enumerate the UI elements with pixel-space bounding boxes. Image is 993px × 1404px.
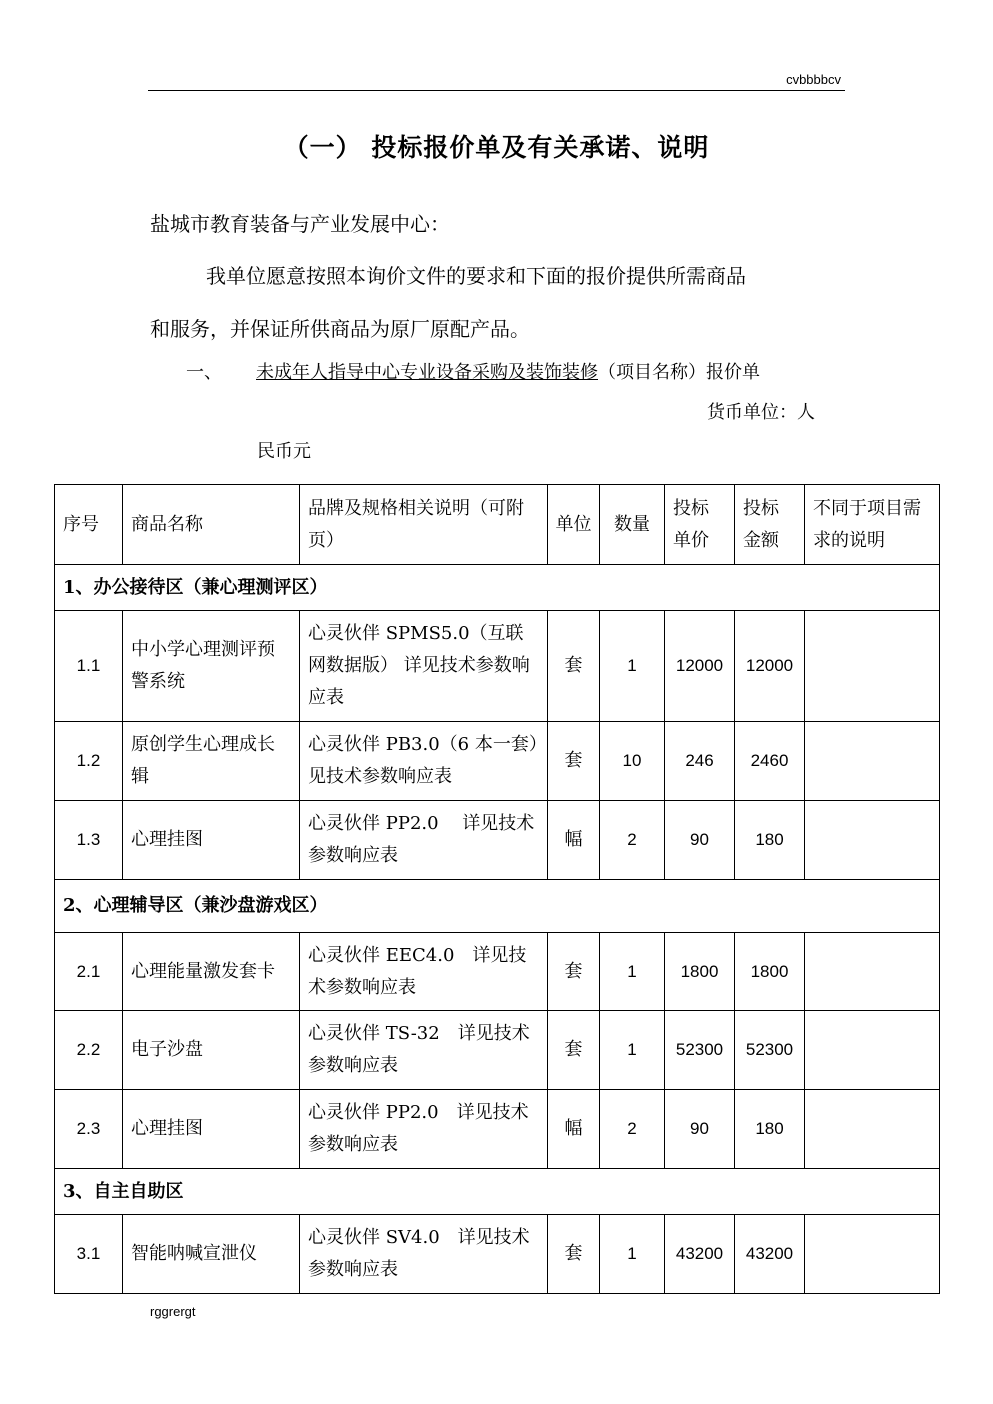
table-header-row — [55, 485, 940, 565]
row-no: 3.1 — [55, 1215, 123, 1294]
row-note — [805, 1011, 940, 1090]
section-heading — [186, 358, 760, 384]
row-name: 心理挂图 — [123, 1090, 300, 1169]
row-amount: 2460 — [735, 722, 805, 801]
row-amount: 52300 — [735, 1011, 805, 1090]
footer-note: rggrergt — [150, 1304, 196, 1319]
project-name: 未成年人指导中心专业设备采购及装饰装修 — [256, 362, 598, 383]
row-no: 1.2 — [55, 722, 123, 801]
table-row — [55, 1090, 940, 1169]
row-no: 2.1 — [55, 933, 123, 1011]
row-unit: 幅 — [548, 1090, 600, 1169]
category-row — [55, 565, 940, 611]
row-price: 52300 — [665, 1011, 735, 1090]
row-no: 2.3 — [55, 1090, 123, 1169]
row-spec: 心灵伙伴 SPMS5.0（互联网数据版） 详见技术参数响应表 — [300, 611, 548, 722]
row-note — [805, 722, 940, 801]
row-name: 智能呐喊宣泄仪 — [123, 1215, 300, 1294]
row-price: 43200 — [665, 1215, 735, 1294]
section-number: 一、 — [186, 362, 222, 383]
table-row — [55, 611, 940, 722]
row-qty: 10 — [600, 722, 665, 801]
row-amount: 43200 — [735, 1215, 805, 1294]
row-price: 12000 — [665, 611, 735, 722]
row-unit: 套 — [548, 933, 600, 1011]
header-cell: 品牌及规格相关说明（可附页） — [300, 485, 548, 565]
row-name: 中小学心理测评预警系统 — [123, 611, 300, 722]
row-name: 原创学生心理成长辑 — [123, 722, 300, 801]
header-cell: 不同于项目需求的说明 — [805, 485, 940, 565]
row-note — [805, 1090, 940, 1169]
row-spec: 心灵伙伴 PP2.0 详见技术参数响应表 — [300, 801, 548, 880]
category-row — [55, 880, 940, 933]
currency-unit-part-2: 民币元 — [257, 441, 311, 462]
table-row — [55, 722, 940, 801]
row-price: 90 — [665, 801, 735, 880]
header-cell: 商品名称 — [123, 485, 300, 565]
category-label: 1、办公接待区（兼心理测评区） — [55, 565, 940, 611]
section-suffix: （项目名称）报价单 — [598, 362, 760, 383]
header-cell: 序号 — [55, 485, 123, 565]
table-row — [55, 933, 940, 1011]
row-no: 2.2 — [55, 1011, 123, 1090]
row-spec: 心灵伙伴 TS-32 详见技术参数响应表 — [300, 1011, 548, 1090]
header-note: cvbbbbcv — [786, 72, 841, 87]
row-spec: 心灵伙伴 PB3.0（6 本一套）见技术参数响应表 — [300, 722, 548, 801]
row-note — [805, 1215, 940, 1294]
row-qty: 2 — [600, 801, 665, 880]
row-spec: 心灵伙伴 SV4.0 详见技术参数响应表 — [300, 1215, 548, 1294]
header-cell: 投标金额 — [735, 485, 805, 565]
header-rule — [148, 90, 845, 91]
header-cell: 数量 — [600, 485, 665, 565]
table-row — [55, 1215, 940, 1294]
row-note — [805, 801, 940, 880]
category-label: 2、心理辅导区（兼沙盘游戏区） — [55, 880, 940, 933]
row-qty: 1 — [600, 933, 665, 1011]
row-qty: 2 — [600, 1090, 665, 1169]
row-spec: 心灵伙伴 PP2.0 详见技术参数响应表 — [300, 1090, 548, 1169]
row-unit: 套 — [548, 1011, 600, 1090]
row-note — [805, 933, 940, 1011]
row-no: 1.3 — [55, 801, 123, 880]
row-price: 90 — [665, 1090, 735, 1169]
row-name: 心理挂图 — [123, 801, 300, 880]
category-row — [55, 1169, 940, 1215]
addressee: 盐城市教育装备与产业发展中心： — [150, 212, 450, 236]
category-label: 3、自主自助区 — [55, 1169, 940, 1215]
row-unit: 套 — [548, 611, 600, 722]
row-no: 1.1 — [55, 611, 123, 722]
row-name: 心理能量激发套卡 — [123, 933, 300, 1011]
row-unit: 套 — [548, 722, 600, 801]
header-cell: 单位 — [548, 485, 600, 565]
row-price: 246 — [665, 722, 735, 801]
header-cell: 投标单价 — [665, 485, 735, 565]
row-unit: 幅 — [548, 801, 600, 880]
row-spec: 心灵伙伴 EEC4.0 详见技术参数响应表 — [300, 933, 548, 1011]
row-price: 1800 — [665, 933, 735, 1011]
body-paragraph-line-1: 我单位愿意按照本询价文件的要求和下面的报价提供所需商品 — [206, 264, 746, 288]
body-paragraph-line-2: 和服务，并保证所供商品为原厂原配产品。 — [150, 317, 530, 341]
page-title: （一） 投标报价单及有关承诺、说明 — [283, 133, 710, 162]
row-amount: 180 — [735, 1090, 805, 1169]
table-row — [55, 1011, 940, 1090]
row-qty: 1 — [600, 1011, 665, 1090]
quote-table — [54, 484, 940, 1294]
table-row — [55, 801, 940, 880]
row-name: 电子沙盘 — [123, 1011, 300, 1090]
row-qty: 1 — [600, 611, 665, 722]
row-amount: 12000 — [735, 611, 805, 722]
currency-unit-part-1: 货币单位：人 — [707, 402, 815, 423]
row-amount: 1800 — [735, 933, 805, 1011]
row-unit: 套 — [548, 1215, 600, 1294]
row-qty: 1 — [600, 1215, 665, 1294]
row-amount: 180 — [735, 801, 805, 880]
row-note — [805, 611, 940, 722]
